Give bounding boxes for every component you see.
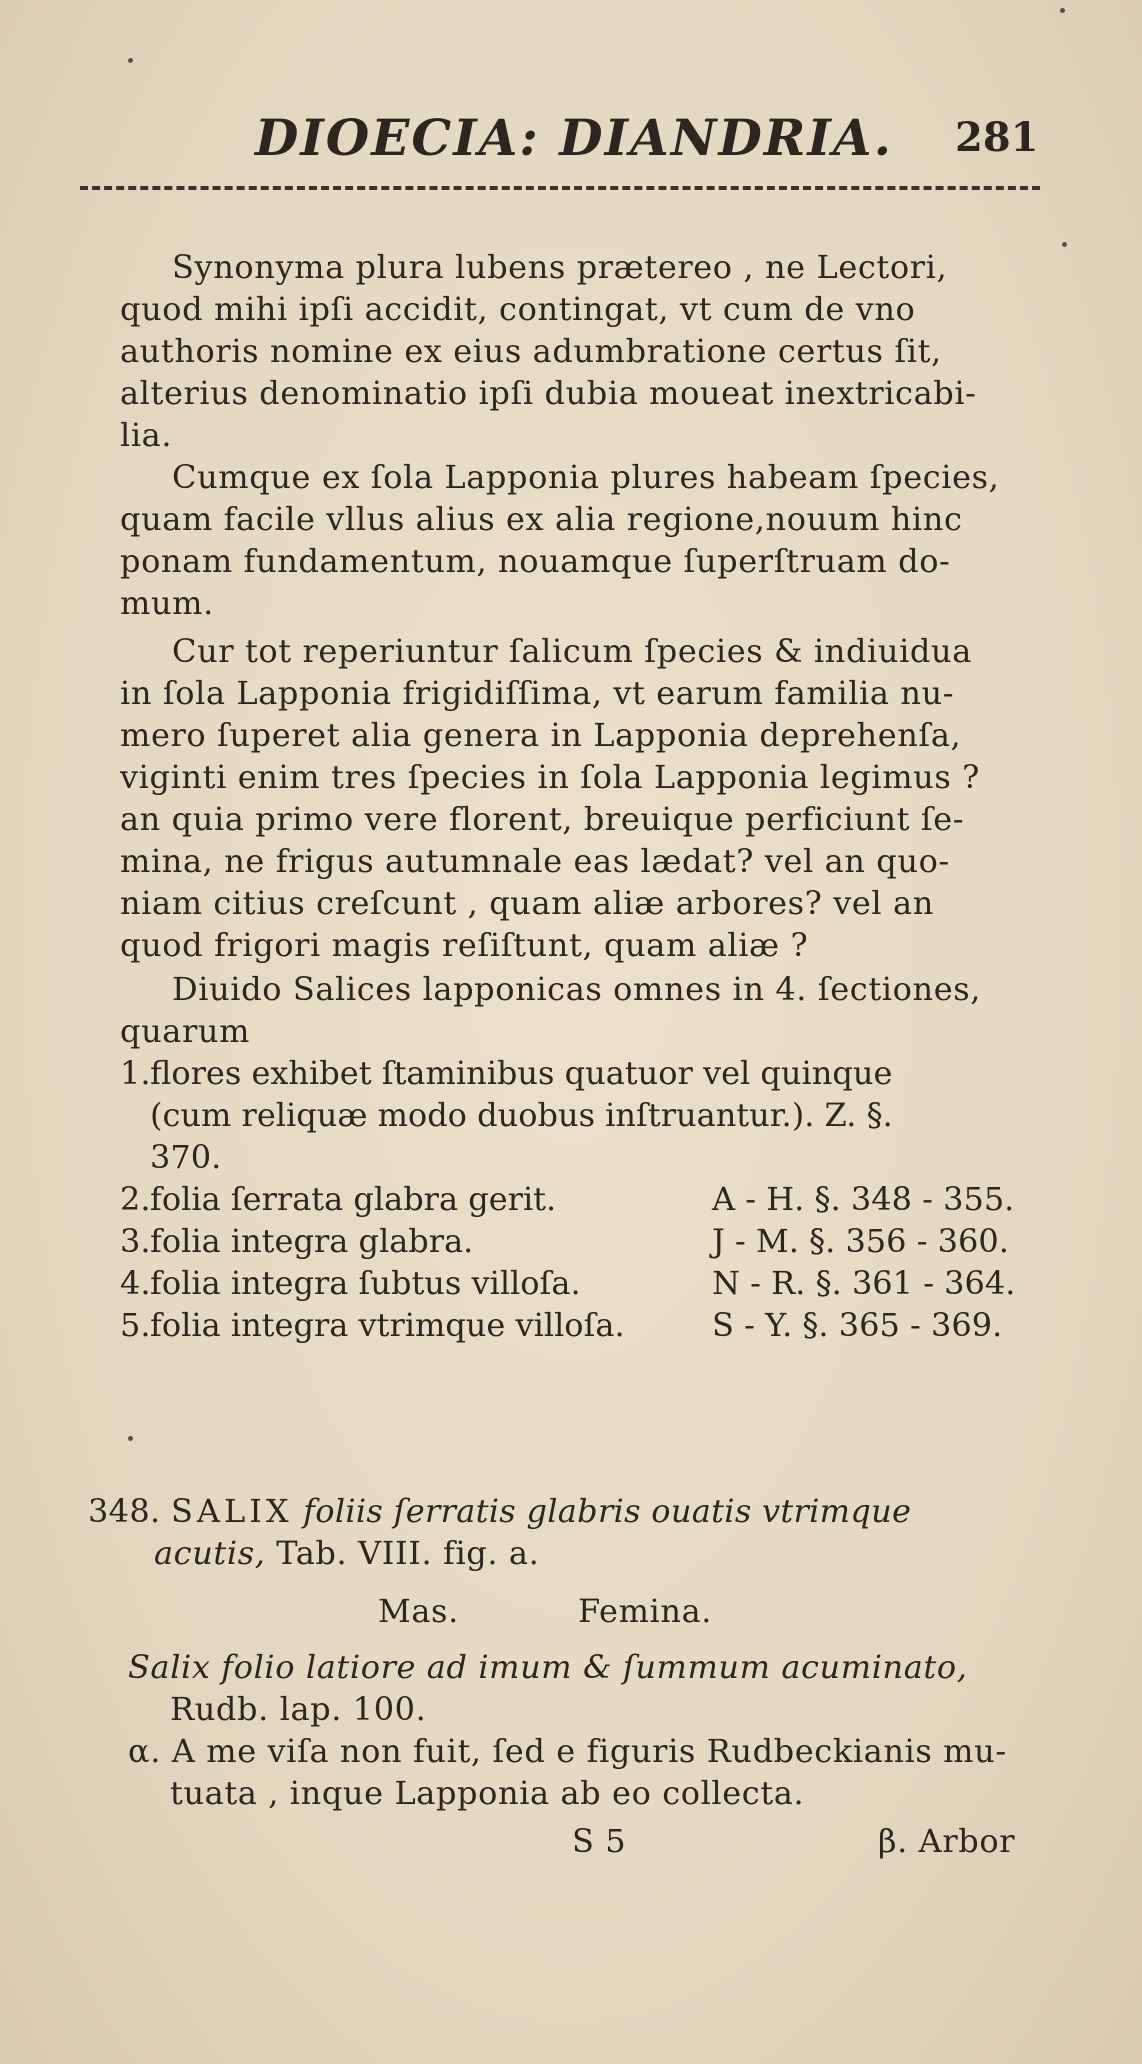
alpha-note-continuation: tuata , inque Lapponia ab eo collecta. [170, 1774, 805, 1812]
entry-diagnosis: acutis, [154, 1534, 266, 1572]
section-text: 370. [150, 1138, 222, 1176]
species-entry [88, 1490, 1068, 1814]
text-line: ponam fundamentum, nouamque ſuperſtruam do- [120, 542, 951, 580]
text-line: quam facile vllus alius ex alia regione,nouum hinc [120, 500, 963, 538]
entry-diagnosis: foliis ſerratis glabris ouatis vtrimque [303, 1492, 912, 1530]
section-text: (cum reliquæ modo duobus inſtruantur.). Z. §. [150, 1096, 893, 1134]
alpha-text: A me viſa non fuit, ſed e figuris Rudbeckianis mu- [171, 1732, 1007, 1770]
section-text: folia integra glabra. [150, 1222, 474, 1260]
section-text: folia integra ſubtus villoſa. [150, 1264, 581, 1302]
section-number: 3. [120, 1222, 151, 1260]
alpha-note [88, 1730, 1068, 1772]
text-line: alterius denominatio ipſi dubia moueat inextricabi- [120, 374, 977, 412]
entry-number: 348. [88, 1492, 161, 1530]
text-line: authoris nomine ex eius adumbratione certus ſit, [120, 332, 942, 370]
text-line: an quia primo vere florent, breuique perficiunt ſe- [120, 800, 965, 838]
paper-speck [128, 58, 133, 63]
text-line: mina, ne frigus autumnale eas lædat? vel an quo- [120, 842, 950, 880]
section-item-continuation [120, 1094, 1050, 1136]
sex-labels [88, 1590, 1068, 1632]
section-item [120, 1304, 1050, 1346]
paper-speck [1062, 242, 1067, 247]
section-reference: J - M. §. 356 - 360. [712, 1222, 1009, 1260]
entry-heading-continuation [88, 1532, 1068, 1574]
text-line: quarum [120, 1012, 251, 1050]
text-line: Cumque ex ſola Lapponia plures habeam ſpecies, [172, 458, 1000, 496]
section-text: folia integra vtrimque villoſa. [150, 1306, 625, 1344]
plate-reference: Tab. VIII. fig. a. [276, 1534, 540, 1572]
text-line: viginti enim tres ſpecies in ſola Lapponia legimus ? [120, 758, 980, 796]
signature-mark: S 5 [572, 1822, 627, 1860]
section-reference: N - R. §. 361 - 364. [712, 1264, 1016, 1302]
paper-speck [1060, 8, 1065, 13]
catchword: β. Arbor [878, 1822, 1016, 1860]
genus-name: SALIX [170, 1492, 293, 1530]
text-line: in ſola Lapponia frigidiſſima, vt earum familia nu- [120, 674, 955, 712]
text-line: Diuido Salices lapponicas omnes in 4. ſectiones, [172, 970, 982, 1008]
section-text: folia ſerrata glabra gerit. [150, 1180, 557, 1218]
section-reference: A - H. §. 348 - 355. [712, 1180, 1015, 1218]
section-number: 4. [120, 1264, 151, 1302]
entry-heading [88, 1490, 1068, 1532]
section-number: 5. [120, 1306, 151, 1344]
label-mas: Mas. [378, 1592, 459, 1630]
section-item [120, 1220, 1050, 1262]
section-item [120, 1178, 1050, 1220]
synonym-text: Salix folio latiore ad imum & ſummum acuminato, [128, 1648, 968, 1686]
sections-list [120, 1052, 1050, 1346]
running-title: DIOECIA: DIANDRIA. [255, 108, 894, 167]
section-item [120, 1052, 1050, 1094]
text-line: lia. [120, 416, 173, 454]
paper-speck [128, 1436, 133, 1441]
synonym-citation: Rudb. lap. 100. [170, 1690, 427, 1728]
paragraph-cur-tot [120, 630, 1050, 966]
section-item-continuation [120, 1136, 1050, 1178]
section-reference: S - Y. §. 365 - 369. [712, 1306, 1003, 1344]
header-rule [80, 186, 1040, 190]
page-header [255, 108, 1055, 168]
section-item [120, 1262, 1050, 1304]
text-line: quod mihi ipſi accidit, contingat, vt cum de vno [120, 290, 916, 328]
section-text: flores exhibet ſtaminibus quatuor vel quinque [150, 1054, 893, 1092]
text-line: mero ſuperet alia genera in Lapponia deprehenſa, [120, 716, 962, 754]
text-line: mum. [120, 584, 214, 622]
section-number: 1. [120, 1054, 151, 1092]
paragraph-cumque [120, 456, 1050, 624]
label-femina: Femina. [578, 1592, 713, 1630]
text-line: quod frigori magis reſiſtunt, quam aliæ ? [120, 926, 809, 964]
page-number: 281 [955, 114, 1039, 161]
text-line: Synonyma plura lubens prætereo , ne Lectori, [172, 248, 948, 286]
paragraph-diuido [120, 968, 1050, 1052]
section-number: 2. [120, 1180, 151, 1218]
text-line: niam citius creſcunt , quam aliæ arbores? vel an [120, 884, 934, 922]
paragraph-synonyma [120, 246, 1050, 456]
text-line: Cur tot reperiuntur ſalicum ſpecies & indiuidua [172, 632, 972, 670]
synonym-line [88, 1646, 1068, 1688]
alpha-marker: α. [128, 1732, 161, 1770]
